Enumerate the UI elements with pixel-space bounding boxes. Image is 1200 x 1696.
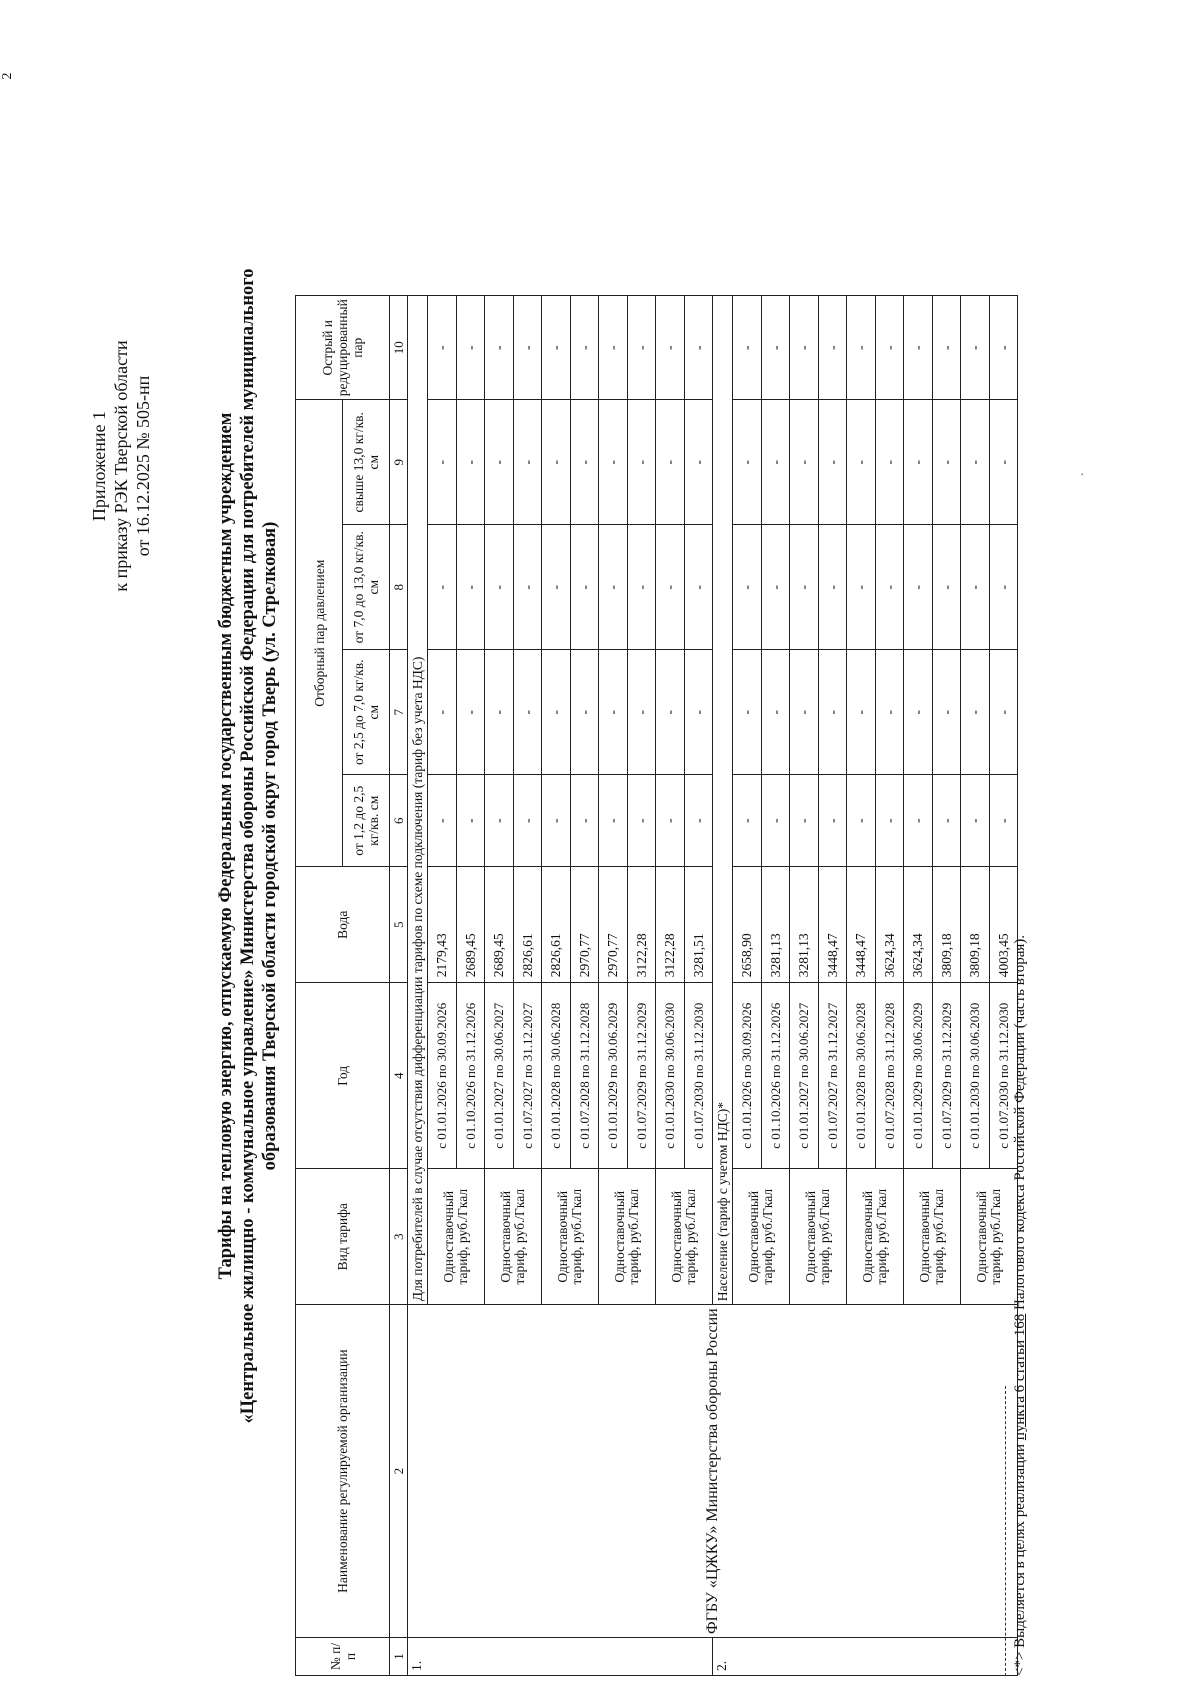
tariff-type-line1: Одноставочный	[860, 1190, 875, 1283]
steam-tariff-cell: -	[542, 525, 571, 650]
tariff-type-cell	[542, 1169, 599, 1305]
steam-tariff-cell: -	[570, 400, 599, 525]
tariff-type-line2: тариф, руб./Гкал	[569, 1188, 584, 1285]
steam-tariff-cell: -	[599, 525, 628, 650]
header-year: Год	[296, 983, 390, 1169]
tariff-type-line1: Одноставочный	[555, 1190, 570, 1283]
steam-tariff-cell: -	[961, 400, 990, 525]
steam-tariff-cell: -	[733, 775, 762, 867]
steam-tariff-cell: -	[875, 296, 904, 400]
water-tariff-cell: 3624,34	[904, 867, 933, 983]
steam-tariff-cell: -	[875, 400, 904, 525]
steam-tariff-cell: -	[904, 525, 933, 650]
steam-tariff-cell: -	[818, 296, 847, 400]
tariff-type-line2: тариф, руб./Гкал	[760, 1188, 775, 1285]
steam-tariff-cell: -	[513, 296, 542, 400]
steam-tariff-cell: -	[627, 296, 656, 400]
steam-tariff-cell: -	[847, 525, 876, 650]
steam-tariff-cell: -	[684, 650, 713, 775]
period-cell: с 01.01.2027 по 30.06.2027	[790, 983, 819, 1169]
tariff-type-line2: тариф, руб./Гкал	[817, 1188, 832, 1285]
steam-tariff-cell: -	[599, 775, 628, 867]
water-tariff-cell: 4003,45	[989, 867, 1018, 983]
water-tariff-cell: 2826,61	[542, 867, 571, 983]
title-line-3: образования Тверской области городской округ город Тверь (ул. Стрелковая)	[260, 521, 280, 1171]
margin-mark: .	[1072, 472, 1087, 476]
tariff-type-line2: тариф, руб./Гкал	[626, 1188, 641, 1285]
section-number: 2.	[713, 1638, 1018, 1676]
steam-tariff-cell: -	[989, 400, 1018, 525]
steam-tariff-cell: -	[684, 296, 713, 400]
tariff-type-line2: тариф, руб./Гкал	[874, 1188, 889, 1285]
steam-tariff-cell: -	[733, 400, 762, 525]
water-tariff-cell: 3624,34	[875, 867, 904, 983]
steam-tariff-cell: -	[847, 400, 876, 525]
tariff-type-line1: Одноставочный	[612, 1190, 627, 1283]
footnote-suffix: Налогового кодекса Российской Федерации (часть вторая).	[1012, 934, 1028, 1314]
steam-tariff-cell: -	[904, 400, 933, 525]
tariff-type-line2: тариф, руб./Гкал	[683, 1188, 698, 1285]
tariff-type-line1: Одноставочный	[974, 1190, 989, 1283]
steam-tariff-cell: -	[542, 650, 571, 775]
period-cell: с 01.01.2029 по 30.06.2029	[904, 983, 933, 1169]
column-number: 9	[390, 400, 408, 525]
period-cell: с 01.07.2028 по 31.12.2028	[570, 983, 599, 1169]
steam-tariff-cell: -	[513, 650, 542, 775]
period-cell: с 01.01.2030 по 30.06.2030	[656, 983, 685, 1169]
steam-tariff-cell: -	[570, 525, 599, 650]
period-cell: с 01.01.2029 по 30.06.2029	[599, 983, 628, 1169]
steam-tariff-cell: -	[847, 775, 876, 867]
steam-tariff-cell: -	[570, 296, 599, 400]
steam-tariff-cell: -	[932, 650, 961, 775]
tariff-type-line1: Одноставочный	[917, 1190, 932, 1283]
section-label: Население (тариф с учетом НДС)*	[713, 296, 733, 1305]
steam-tariff-cell: -	[542, 296, 571, 400]
steam-tariff-cell: -	[656, 296, 685, 400]
tariff-type-cell	[790, 1169, 847, 1305]
water-tariff-cell: 3281,51	[684, 867, 713, 983]
title-line-2: «Центральное жилищно - коммунальное управление» Министерства обороны Российской Федерации для потребителей муниципального	[238, 268, 258, 1424]
period-cell: с 01.10.2026 по 31.12.2026	[761, 983, 790, 1169]
steam-tariff-cell: -	[904, 296, 933, 400]
column-number: 2	[390, 1305, 408, 1638]
steam-tariff-cell: -	[485, 775, 514, 867]
steam-tariff-cell: -	[627, 400, 656, 525]
steam-tariff-cell: -	[428, 296, 457, 400]
steam-tariff-cell: -	[932, 400, 961, 525]
steam-tariff-cell: -	[428, 525, 457, 650]
tariff-type-line1: Одноставочный	[441, 1190, 456, 1283]
steam-tariff-cell: -	[485, 400, 514, 525]
steam-tariff-cell: -	[818, 775, 847, 867]
period-cell: с 01.07.2030 по 31.12.2030	[684, 983, 713, 1169]
steam-tariff-cell: -	[790, 775, 819, 867]
tariff-type-cell	[904, 1169, 961, 1305]
document-title	[215, 166, 281, 1526]
steam-tariff-cell: -	[761, 775, 790, 867]
period-cell: с 01.01.2028 по 30.06.2028	[847, 983, 876, 1169]
page-number: 2	[0, 72, 15, 80]
footnote-divider	[1005, 1386, 1006, 1676]
steam-tariff-cell: -	[684, 525, 713, 650]
steam-tariff-cell: -	[456, 400, 485, 525]
steam-tariff-cell: -	[989, 650, 1018, 775]
steam-tariff-cell: -	[875, 775, 904, 867]
period-cell: с 01.07.2030 по 31.12.2030	[989, 983, 1018, 1169]
water-tariff-cell: 2179,43	[428, 867, 457, 983]
steam-tariff-cell: -	[847, 650, 876, 775]
steam-tariff-cell: -	[456, 775, 485, 867]
water-tariff-cell: 2689,45	[456, 867, 485, 983]
steam-tariff-cell: -	[847, 296, 876, 400]
steam-tariff-cell: -	[485, 296, 514, 400]
steam-tariff-cell: -	[656, 400, 685, 525]
header-sharp-steam: Острый и редуцированный пар	[296, 296, 390, 400]
steam-tariff-cell: -	[733, 650, 762, 775]
water-tariff-cell: 3448,47	[847, 867, 876, 983]
steam-tariff-cell: -	[761, 525, 790, 650]
steam-tariff-cell: -	[456, 296, 485, 400]
header-pressure-4: свыше 13,0 кг/кв. см	[343, 400, 390, 525]
steam-tariff-cell: -	[818, 525, 847, 650]
column-number: 8	[390, 525, 408, 650]
steam-tariff-cell: -	[818, 650, 847, 775]
water-tariff-cell: 3281,13	[761, 867, 790, 983]
header-no: № п/п	[296, 1638, 390, 1676]
steam-tariff-cell: -	[627, 775, 656, 867]
steam-tariff-cell: -	[904, 775, 933, 867]
period-cell: с 01.01.2026 по 30.09.2026	[733, 983, 762, 1169]
steam-tariff-cell: -	[961, 296, 990, 400]
period-cell: с 01.07.2027 по 31.12.2027	[818, 983, 847, 1169]
period-cell: с 01.07.2027 по 31.12.2027	[513, 983, 542, 1169]
water-tariff-cell: 2826,61	[513, 867, 542, 983]
steam-tariff-cell: -	[932, 296, 961, 400]
tariff-table	[295, 295, 1018, 1676]
steam-tariff-cell: -	[790, 525, 819, 650]
header-pressure-2: от 2,5 до 7,0 кг/кв. см	[343, 650, 390, 775]
water-tariff-cell: 3448,47	[818, 867, 847, 983]
steam-tariff-cell: -	[961, 650, 990, 775]
steam-tariff-cell: -	[684, 400, 713, 525]
steam-tariff-cell: -	[627, 525, 656, 650]
header-tariff-type: Вид тарифа	[296, 1169, 390, 1305]
tariff-type-line1: Одноставочный	[746, 1190, 761, 1283]
steam-tariff-cell: -	[904, 650, 933, 775]
water-tariff-cell: 2970,77	[599, 867, 628, 983]
steam-tariff-cell: -	[790, 400, 819, 525]
tariff-type-line1: Одноставочный	[803, 1190, 818, 1283]
period-cell: с 01.01.2027 по 30.06.2027	[485, 983, 514, 1169]
steam-tariff-cell: -	[542, 775, 571, 867]
header-pressure-3: от 7,0 до 13,0 кг/кв. см	[343, 525, 390, 650]
steam-tariff-cell: -	[818, 400, 847, 525]
steam-tariff-cell: -	[733, 525, 762, 650]
water-tariff-cell: 2658,90	[733, 867, 762, 983]
period-cell: с 01.07.2029 по 31.12.2029	[932, 983, 961, 1169]
water-tariff-cell: 2689,45	[485, 867, 514, 983]
tariff-type-line2: тариф, руб./Гкал	[455, 1188, 470, 1285]
appendix-line-2: к приказу РЭК Тверской области	[111, 340, 131, 592]
steam-tariff-cell: -	[513, 525, 542, 650]
tariff-type-cell	[428, 1169, 485, 1305]
column-number: 1	[390, 1638, 408, 1676]
tariff-type-cell	[485, 1169, 542, 1305]
steam-tariff-cell: -	[599, 296, 628, 400]
water-tariff-cell: 3122,28	[656, 867, 685, 983]
title-line-1: Тарифы на тепловую энергию, отпускаемую Федеральным государственным бюджетным учреждением	[216, 412, 236, 1280]
footnote-prefix: <*> Выделяется в целях реализации	[1012, 1440, 1028, 1676]
column-number: 3	[390, 1169, 408, 1305]
column-number: 4	[390, 983, 408, 1169]
steam-tariff-cell: -	[456, 525, 485, 650]
column-number: 10	[390, 296, 408, 400]
period-cell: с 01.10.2026 по 31.12.2026	[456, 983, 485, 1169]
steam-tariff-cell: -	[656, 650, 685, 775]
period-cell: с 01.07.2029 по 31.12.2029	[627, 983, 656, 1169]
period-cell: с 01.01.2028 по 30.06.2028	[542, 983, 571, 1169]
steam-tariff-cell: -	[875, 525, 904, 650]
steam-tariff-cell: -	[570, 775, 599, 867]
steam-tariff-cell: -	[428, 400, 457, 525]
steam-tariff-cell: -	[684, 775, 713, 867]
tariff-type-cell	[733, 1169, 790, 1305]
organization-name: ФГБУ «ЦЖКУ» Министерства обороны России	[408, 1305, 1018, 1638]
steam-tariff-cell: -	[875, 650, 904, 775]
water-tariff-cell: 3809,18	[961, 867, 990, 983]
water-tariff-cell: 3809,18	[932, 867, 961, 983]
steam-tariff-cell: -	[761, 296, 790, 400]
column-number: 6	[390, 775, 408, 867]
steam-tariff-cell: -	[932, 525, 961, 650]
steam-tariff-cell: -	[932, 775, 961, 867]
steam-tariff-cell: -	[485, 650, 514, 775]
steam-tariff-cell: -	[790, 296, 819, 400]
header-pressure-1: от 1,2 до 2,5 кг/кв. см	[343, 775, 390, 867]
steam-tariff-cell: -	[656, 525, 685, 650]
tariff-type-cell	[961, 1169, 1018, 1305]
steam-tariff-cell: -	[570, 650, 599, 775]
section-row	[408, 296, 428, 1676]
steam-tariff-cell: -	[733, 296, 762, 400]
steam-tariff-cell: -	[989, 296, 1018, 400]
tariff-type-cell	[599, 1169, 656, 1305]
steam-tariff-cell: -	[790, 650, 819, 775]
tariff-type-line1: Одноставочный	[498, 1190, 513, 1283]
footnote	[1012, 935, 1029, 1676]
footnote-link[interactable]: пункта 6 статьи 168	[1012, 1313, 1028, 1441]
header-water: Вода	[296, 867, 390, 983]
steam-tariff-cell: -	[485, 525, 514, 650]
section-number: 1.	[408, 1638, 713, 1676]
tariff-type-line2: тариф, руб./Гкал	[512, 1188, 527, 1285]
steam-tariff-cell: -	[627, 650, 656, 775]
steam-tariff-cell: -	[761, 650, 790, 775]
appendix-line-1: Приложение 1	[89, 410, 109, 522]
appendix-header	[88, 256, 154, 676]
steam-tariff-cell: -	[961, 525, 990, 650]
period-cell: с 01.01.2026 по 30.09.2026	[428, 983, 457, 1169]
column-number: 7	[390, 650, 408, 775]
period-cell: с 01.07.2028 по 31.12.2028	[875, 983, 904, 1169]
tariff-type-line2: тариф, руб./Гкал	[931, 1188, 946, 1285]
steam-tariff-cell: -	[599, 650, 628, 775]
water-tariff-cell: 2970,77	[570, 867, 599, 983]
steam-tariff-cell: -	[428, 775, 457, 867]
tariff-type-line2: тариф, руб./Гкал	[988, 1188, 1003, 1285]
steam-tariff-cell: -	[989, 775, 1018, 867]
tariff-type-line1: Одноставочный	[669, 1190, 684, 1283]
appendix-line-3: от 16.12.2025 № 505-нп	[133, 375, 153, 557]
section-label: Для потребителей в случае отсутствия дифференциации тарифов по схеме подключения (тариф без учета НДС)	[408, 296, 428, 1305]
steam-tariff-cell: -	[989, 525, 1018, 650]
column-number: 5	[390, 867, 408, 983]
header-steam-group: Отборный пар давлением	[296, 400, 343, 867]
tariff-type-cell	[847, 1169, 904, 1305]
header-organization: Наименование регулируемой организации	[296, 1305, 390, 1638]
steam-tariff-cell: -	[513, 775, 542, 867]
water-tariff-cell: 3281,13	[790, 867, 819, 983]
steam-tariff-cell: -	[542, 400, 571, 525]
steam-tariff-cell: -	[599, 400, 628, 525]
water-tariff-cell: 3122,28	[627, 867, 656, 983]
steam-tariff-cell: -	[513, 400, 542, 525]
steam-tariff-cell: -	[656, 775, 685, 867]
period-cell: с 01.01.2030 по 30.06.2030	[961, 983, 990, 1169]
steam-tariff-cell: -	[761, 400, 790, 525]
column-numbers-row	[390, 296, 408, 1676]
steam-tariff-cell: -	[456, 650, 485, 775]
steam-tariff-cell: -	[428, 650, 457, 775]
tariff-type-cell	[656, 1169, 713, 1305]
steam-tariff-cell: -	[961, 775, 990, 867]
